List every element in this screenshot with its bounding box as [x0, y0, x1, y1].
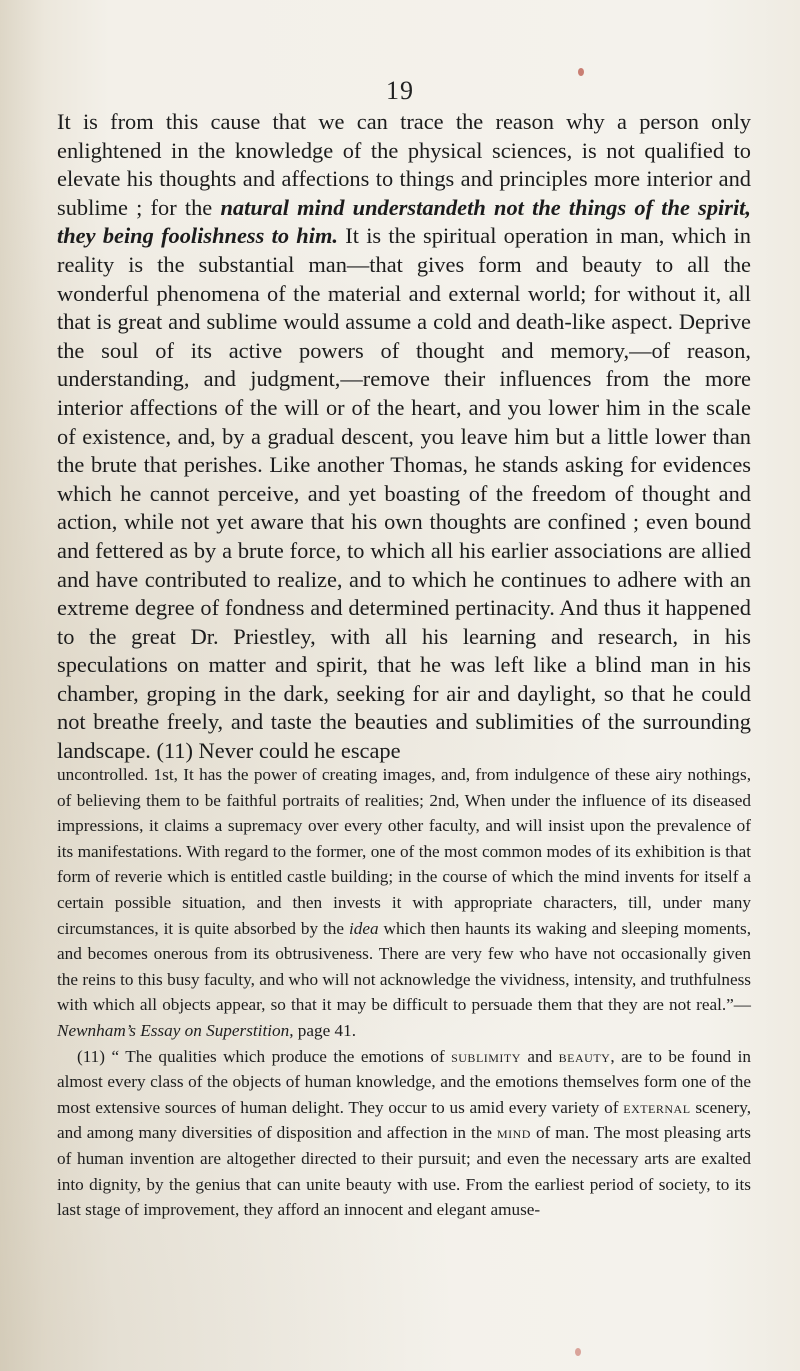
footnote-smallcaps: beauty: [558, 1046, 611, 1066]
footnote-italic: idea: [349, 918, 379, 938]
footnote-text: and: [520, 1046, 559, 1066]
footnote-citation: Newnham’s Essay on Superstition,: [57, 1020, 294, 1040]
scripture-quote: natural mind understandeth not the things of the spirit, they being foolishness to him.: [57, 194, 751, 249]
footnote-text: , are to be found in almost every class of the objects of human knowledge, and the emotions themselves form one of the most extensive sources of human delight. They occur to us amid every variety of: [57, 1046, 751, 1117]
main-paragraph: [57, 108, 751, 766]
page-number: 19: [386, 76, 414, 105]
footnotes: [57, 762, 751, 1223]
main-text-run: It is the spiritual operation in man, which in reality is the substantial man—that gives form and beauty to all the wonderful phenomena of the material and external world; for without it, all that is great and sublime would assume a cold and death-like aspect. Deprive the soul of its active powers of thought and memory,—of reason, understanding, and judgment,—remove their influences from the more interior affections of the will or of the heart, and you lower him in the scale of existence, and, by a gradual descent, you leave him but a little lower than the brute that perishes. Like another Thomas, he stands asking for evidences which he cannot perceive, and yet boasting of the freedom of thought and action, while not yet aware that his own thoughts are confined ; even bound and fettered as by a brute force, to which all his earlier associations are allied and have contributed to realize, and to which he continues to adhere with an extreme degree of fondness and determined pertinacity. And thus it happened to the great Dr. Priestley, with all his learning and research, in his speculations on matter and spirit, that he was left like a blind man in his chamber, groping in the dark, seeking for air and daylight, so that he could not breathe freely, and taste the beauties and sublimities of the surrounding landscape. (11) Never could he escape: [57, 223, 751, 764]
footnote-smallcaps: external: [623, 1097, 691, 1117]
ink-speck: [578, 68, 584, 76]
footnote-smallcaps: sublimity: [451, 1046, 521, 1066]
main-text-run: It is from this cause that we can trace the reason why a person only enlightened in the knowledge of the physical sciences, is not qualified to elevate his thoughts and affections to things and principles more interior and sublime ; for the: [57, 109, 751, 220]
footnote-text: page 41.: [293, 1020, 357, 1040]
ink-speck: [575, 1348, 581, 1356]
footnote-11: [57, 1044, 751, 1223]
footnote-smallcaps: mind: [496, 1123, 531, 1143]
footnote-text: which then haunts its waking and sleeping moments, and becomes onerous from its obtrusiveness. There are very few who have not occasionally given the reins to this busy faculty, and who will not acknowledge the vividness, intensity, and truthfulness with which all objects appear, so that it may be difficult to persuade them that they are not real.”—: [57, 918, 751, 1015]
footnote-text: (11) “ The qualities which produce the emotions of: [77, 1046, 452, 1066]
main-text: [57, 108, 751, 766]
footnote-text: of man. The most pleasing arts of human invention are altogether directed to their pursuit; and even the necessary arts are exalted into dignity, by the genius that can unite beauty with use. From the earliest period of society, to its last stage of improvement, they afford an innocent and elegant amuse-: [57, 1123, 751, 1220]
footnote-10-continued: [57, 762, 751, 1044]
footnote-text: uncontrolled. 1st, It has the power of creating images, and, from indulgence of these airy nothings, of believing them to be faithful portraits of realities; 2nd, When under the influence of its diseased impressions, it claims a supremacy over every other faculty, and will insist upon the prevalence of its manifestations. With regard to the former, one of the most common modes of its exhibition is that form of reverie which is entitled castle building; in the course of which the mind invents for itself a certain possible situation, and then invests it with appropriate characters, till, under many circumstances, it is quite absorbed by the: [57, 765, 751, 938]
footnote-text: scenery, and among many diversities of disposition and affection in the: [57, 1097, 752, 1143]
